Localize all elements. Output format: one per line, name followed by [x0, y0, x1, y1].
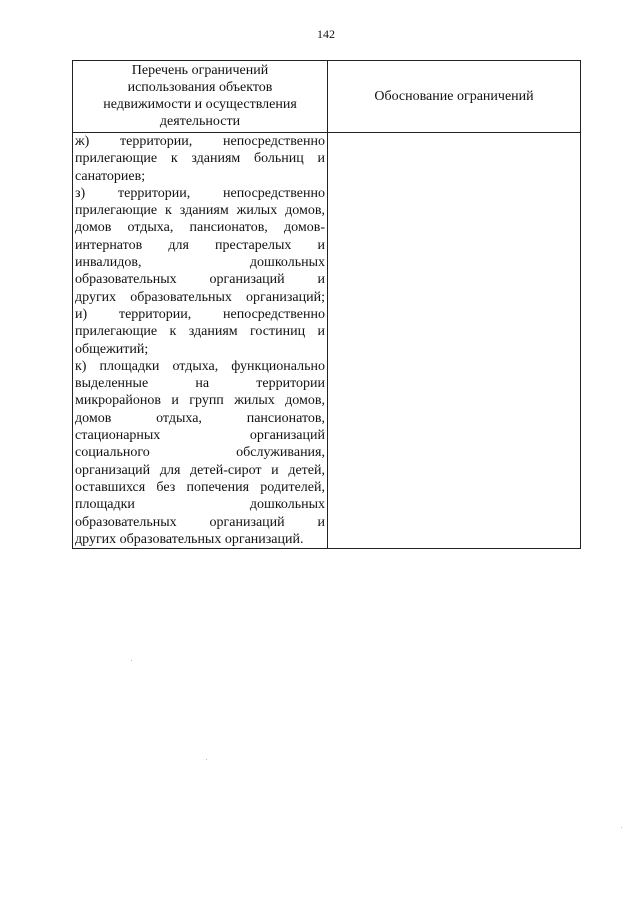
text-line: ж) территории, непосредственно — [75, 134, 325, 149]
text-line: других образовательных организаций; — [75, 289, 325, 305]
text-line: интернатов для престарелых и — [75, 237, 325, 253]
restrictions-cell — [73, 133, 328, 549]
text-line: образовательных организаций и — [75, 272, 325, 288]
text-line: з) территории, непосредственно — [75, 185, 325, 201]
text-line: домов отдыха, пансионатов, — [75, 410, 325, 426]
text-line: оставшихся без попечения родителей, — [75, 479, 325, 495]
table-header-row — [73, 61, 581, 133]
text-line: домов отдыха, пансионатов, домов- — [75, 220, 325, 236]
text-line: социального обслуживания, — [75, 445, 325, 461]
justification-cell — [328, 133, 581, 549]
text-line: выделенные на территории — [75, 376, 325, 392]
table-row — [73, 133, 581, 549]
text-line: других образовательных организаций. — [75, 531, 304, 547]
header-line: недвижимости и осуществления — [103, 97, 297, 112]
text-line: площадки дошкольных — [75, 497, 325, 513]
text-line: санаториев; — [75, 168, 146, 184]
scan-speck — [206, 759, 207, 760]
header-line: деятельности — [159, 114, 241, 129]
header-line: Перечень ограничений — [131, 63, 269, 78]
restrictions-table — [72, 60, 581, 549]
text-line: прилегающие к зданиям жилых домов, — [75, 203, 325, 219]
text-line: стационарных организаций — [75, 428, 325, 444]
text-line: прилегающие к зданиям гостиниц и — [75, 324, 325, 340]
scan-speck — [131, 660, 132, 661]
scan-speck — [621, 827, 622, 828]
page-number: 142 — [317, 27, 335, 41]
text-line: организаций для детей-сирот и детей, — [75, 462, 325, 478]
header-restrictions-list — [73, 61, 328, 133]
text-line: прилегающие к зданиям больниц и — [75, 151, 325, 167]
header-line: использования объектов — [127, 80, 273, 95]
header-justification: Обоснование ограничений — [328, 61, 581, 133]
text-line: инвалидов, дошкольных — [75, 255, 325, 271]
text-line: к) площадки отдыха, функционально — [75, 358, 325, 374]
text-line: общежитий; — [75, 341, 149, 357]
text-line: и) территории, непосредственно — [75, 306, 325, 322]
text-line: образовательных организаций и — [75, 514, 325, 530]
text-line: микрорайонов и групп жилых домов, — [75, 393, 325, 409]
